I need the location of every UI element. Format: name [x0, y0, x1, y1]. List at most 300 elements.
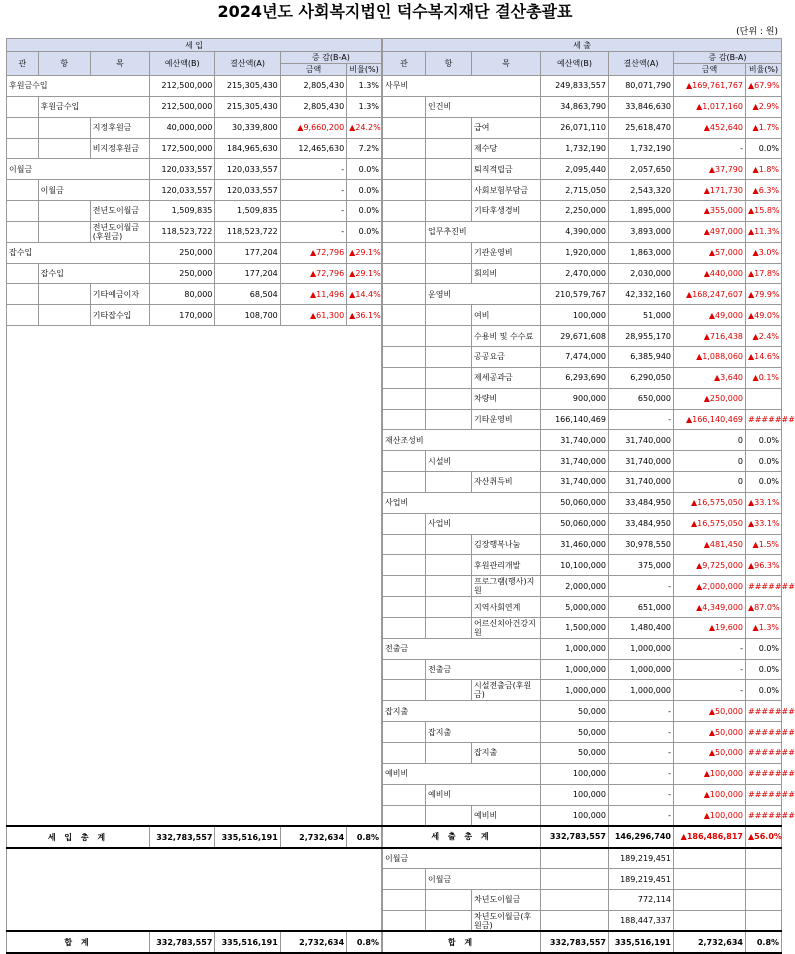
settle-cell: - [609, 701, 674, 722]
page-title: 2024년도 사회복지법인 덕수복지재단 결산총괄표 [217, 2, 573, 21]
table-row [383, 617, 782, 638]
indent-cell [38, 305, 90, 326]
mok-label: 김장행복나눔 [472, 534, 541, 555]
diff-amount-cell: - [280, 221, 346, 242]
indent-cell [383, 117, 426, 138]
indent-cell [426, 743, 472, 764]
budget-cell: 50,060,000 [541, 513, 609, 534]
diff-ratio-cell: ####### [746, 701, 782, 722]
indent-cell [383, 388, 426, 409]
mok-label: 어르신치아건강지원 [472, 617, 541, 638]
settle-cell: 772,114 [609, 890, 674, 911]
gwan-label: 잡수입 [7, 242, 150, 263]
settle-cell: 30,978,550 [609, 534, 674, 555]
settle-cell: 2,030,000 [609, 263, 674, 284]
mok-label: 자산취득비 [472, 472, 541, 493]
mok-label: 수용비 및 수수료 [472, 326, 541, 347]
table-row [383, 638, 782, 659]
table-row [383, 848, 782, 869]
indent-cell [7, 180, 39, 201]
indent-cell [426, 367, 472, 388]
settle-cell: 1,509,835 [215, 201, 280, 222]
diff-amount-cell: ▲250,000 [674, 388, 746, 409]
diff-amount-cell: - [674, 680, 746, 701]
indent-cell [426, 346, 472, 367]
diff-amount-cell: ▲440,000 [674, 263, 746, 284]
table-row [383, 534, 782, 555]
hang-label: 전출금 [426, 659, 541, 680]
indent-cell [383, 680, 426, 701]
diff-ratio-cell [746, 848, 782, 869]
total-amount: 2,732,634 [280, 931, 346, 953]
total-row [7, 931, 382, 953]
diff-ratio-cell: ▲1.8% [746, 159, 782, 180]
gwan-label: 이월금 [7, 159, 150, 180]
diff-amount-cell: - [674, 638, 746, 659]
budget-cell: 50,000 [541, 743, 609, 764]
blank-cell [7, 848, 382, 931]
diff-ratio-cell: 0.0% [746, 430, 782, 451]
diff-ratio-cell: ▲29.1% [347, 242, 382, 263]
table-row [383, 76, 782, 97]
mok-label: 잡지출 [472, 743, 541, 764]
budget-cell: 40,000,000 [150, 117, 215, 138]
settle-cell: 177,204 [215, 263, 280, 284]
diff-ratio-cell: ▲1.7% [746, 117, 782, 138]
settle-cell: 120,033,557 [215, 159, 280, 180]
diff-ratio-cell: ▲79.9% [746, 284, 782, 305]
settle-cell: 25,618,470 [609, 117, 674, 138]
diff-amount-cell: ▲4,349,000 [674, 597, 746, 618]
settle-cell: - [609, 576, 674, 597]
budget-cell: 34,863,790 [541, 96, 609, 117]
budget-cell: 250,000 [150, 263, 215, 284]
budget-cell: 1,000,000 [541, 638, 609, 659]
total-row [7, 826, 382, 848]
total-settle: 335,516,191 [609, 931, 674, 953]
blank-row [7, 848, 382, 931]
hang-label: 운영비 [426, 284, 541, 305]
diff-amount-cell: ▲168,247,607 [674, 284, 746, 305]
diff-amount-cell: 2,805,430 [280, 96, 346, 117]
budget-cell: 26,071,110 [541, 117, 609, 138]
settle-cell: 189,219,451 [609, 869, 674, 890]
diff-ratio-cell [746, 869, 782, 890]
diff-amount-cell: - [280, 201, 346, 222]
diff-ratio-cell: ####### [746, 576, 782, 597]
mok-label: 급여 [472, 117, 541, 138]
table-row [383, 451, 782, 472]
mok-label: 차년도이월금 [472, 890, 541, 911]
col-mok: 목 [90, 52, 149, 76]
diff-amount-cell: - [674, 138, 746, 159]
table-row [383, 722, 782, 743]
diff-ratio-cell: 0.0% [746, 638, 782, 659]
diff-amount-cell: ▲57,000 [674, 242, 746, 263]
indent-cell [383, 722, 426, 743]
budget-cell: 1,000,000 [541, 659, 609, 680]
settle-cell: 118,523,722 [215, 221, 280, 242]
indent-cell [426, 555, 472, 576]
indent-cell [383, 617, 426, 638]
indent-cell [426, 534, 472, 555]
indent-cell [383, 910, 426, 931]
diff-amount-cell: - [674, 659, 746, 680]
budget-cell: 2,250,000 [541, 201, 609, 222]
table-row [383, 701, 782, 722]
budget-cell: 100,000 [541, 305, 609, 326]
diff-ratio-cell: ▲14.4% [347, 284, 382, 305]
income-table [6, 38, 382, 954]
hang-label: 인건비 [426, 96, 541, 117]
settle-cell: 1,895,000 [609, 201, 674, 222]
table-row [383, 305, 782, 326]
table-row [383, 388, 782, 409]
diff-ratio-cell: ▲29.1% [347, 263, 382, 284]
gwan-label: 사업비 [383, 492, 541, 513]
settle-cell: 31,740,000 [609, 430, 674, 451]
budget-cell: 1,920,000 [541, 242, 609, 263]
settle-cell: 68,504 [215, 284, 280, 305]
indent-cell [383, 805, 426, 826]
indent-cell [383, 743, 426, 764]
settle-cell: - [609, 743, 674, 764]
table-row [383, 159, 782, 180]
diff-ratio-cell: ▲67.9% [746, 76, 782, 97]
diff-ratio-cell: 0.0% [746, 680, 782, 701]
mok-label: 회의비 [472, 263, 541, 284]
indent-cell [383, 659, 426, 680]
diff-amount-cell: ▲452,640 [674, 117, 746, 138]
settle-cell: 120,033,557 [215, 180, 280, 201]
diff-ratio-cell: ####### [746, 722, 782, 743]
budget-cell: 31,740,000 [541, 451, 609, 472]
settle-cell: - [609, 805, 674, 826]
diff-amount-cell: ▲61,300 [280, 305, 346, 326]
diff-ratio-cell: 0.0% [347, 159, 382, 180]
col-budget: 예산액(B) [150, 52, 215, 76]
table-row [383, 180, 782, 201]
indent-cell [383, 96, 426, 117]
diff-ratio-cell: ▲96.3% [746, 555, 782, 576]
indent-cell [38, 284, 90, 305]
budget-cell: 212,500,000 [150, 96, 215, 117]
diff-amount-cell [674, 890, 746, 911]
diff-amount-cell: ▲716,438 [674, 326, 746, 347]
indent-cell [426, 576, 472, 597]
mok-label: 제세공과금 [472, 367, 541, 388]
diff-amount-cell: ▲3,640 [674, 367, 746, 388]
budget-cell: 5,000,000 [541, 597, 609, 618]
diff-amount-cell [674, 910, 746, 931]
budget-cell: 6,293,690 [541, 367, 609, 388]
budget-cell: 100,000 [541, 784, 609, 805]
budget-cell: 2,000,000 [541, 576, 609, 597]
budget-cell: 250,000 [150, 242, 215, 263]
indent-cell [426, 910, 472, 931]
indent-cell [426, 305, 472, 326]
mok-label: 비지정후원금 [90, 138, 149, 159]
indent-cell [426, 388, 472, 409]
diff-amount-cell: ▲72,796 [280, 263, 346, 284]
settle-cell: - [609, 763, 674, 784]
indent-cell [426, 617, 472, 638]
hang-label: 잡수입 [38, 263, 149, 284]
table-row [383, 138, 782, 159]
diff-ratio-cell: ▲33.1% [746, 513, 782, 534]
hang-label: 이월금 [426, 869, 541, 890]
settle-cell: 1,732,190 [609, 138, 674, 159]
budget-cell: 50,000 [541, 701, 609, 722]
diff-ratio-cell: ▲87.0% [746, 597, 782, 618]
settle-cell: 2,057,650 [609, 159, 674, 180]
mok-label: 제수당 [472, 138, 541, 159]
diff-ratio-cell: ▲2.4% [746, 326, 782, 347]
diff-ratio-cell: 0.0% [347, 221, 382, 242]
mok-label: 공공요금 [472, 346, 541, 367]
indent-cell [7, 201, 39, 222]
settle-cell: 375,000 [609, 555, 674, 576]
diff-ratio-cell: 1.3% [347, 96, 382, 117]
diff-ratio-cell: 7.2% [347, 138, 382, 159]
diff-ratio-cell: 0.0% [746, 138, 782, 159]
diff-ratio-cell: ▲11.3% [746, 221, 782, 242]
indent-cell [383, 138, 426, 159]
total-ratio: 0.8% [347, 826, 382, 848]
diff-ratio-cell: 0.0% [746, 451, 782, 472]
total-ratio: ▲56.0% [746, 826, 782, 848]
budget-cell: 1,500,000 [541, 617, 609, 638]
budget-cell: 2,715,050 [541, 180, 609, 201]
diff-amount-cell: 0 [674, 472, 746, 493]
budget-cell: 50,000 [541, 722, 609, 743]
mok-label: 차년도이월금(후원금) [472, 910, 541, 931]
budget-cell: 2,470,000 [541, 263, 609, 284]
diff-ratio-cell: ####### [746, 763, 782, 784]
diff-ratio-cell: ▲1.5% [746, 534, 782, 555]
indent-cell [426, 597, 472, 618]
budget-cell: 31,740,000 [541, 430, 609, 451]
indent-cell [7, 284, 39, 305]
table-row [383, 597, 782, 618]
budget-cell [541, 890, 609, 911]
table-row [383, 430, 782, 451]
settle-cell: - [609, 409, 674, 430]
total-budget: 332,783,557 [541, 826, 609, 848]
table-row [383, 910, 782, 931]
diff-amount-cell: ▲16,575,050 [674, 513, 746, 534]
mok-label: 기타운영비 [472, 409, 541, 430]
table-row [383, 492, 782, 513]
indent-cell [383, 180, 426, 201]
total-settle: 335,516,191 [215, 826, 280, 848]
indent-cell [383, 534, 426, 555]
mok-label: 기타예금이자 [90, 284, 149, 305]
diff-ratio-cell [746, 890, 782, 911]
budget-cell: 1,000,000 [541, 680, 609, 701]
blank-cell [7, 326, 382, 826]
diff-ratio-cell: ▲1.3% [746, 617, 782, 638]
indent-cell [383, 784, 426, 805]
budget-cell: 120,033,557 [150, 159, 215, 180]
diff-amount-cell: 12,465,630 [280, 138, 346, 159]
diff-ratio-cell: ▲49.0% [746, 305, 782, 326]
budget-cell [541, 910, 609, 931]
expense-table [382, 38, 795, 954]
diff-amount-cell: ▲16,575,050 [674, 492, 746, 513]
mok-label: 여비 [472, 305, 541, 326]
indent-cell [426, 805, 472, 826]
budget-cell [541, 869, 609, 890]
budget-cell: 100,000 [541, 805, 609, 826]
hang-label: 시설비 [426, 451, 541, 472]
hang-label: 잡지출 [426, 722, 541, 743]
diff-amount-cell: ▲1,017,160 [674, 96, 746, 117]
indent-cell [383, 346, 426, 367]
gwan-label: 잡지출 [383, 701, 541, 722]
col-amount: 금액 [674, 64, 746, 76]
col-diff: 증 감(B-A) [280, 52, 381, 64]
col-settle: 결산액(A) [215, 52, 280, 76]
diff-amount-cell: ▲50,000 [674, 743, 746, 764]
unit-label: (단위 : 원) [736, 27, 778, 37]
diff-ratio-cell: 0.0% [347, 201, 382, 222]
indent-cell [426, 326, 472, 347]
indent-cell [383, 263, 426, 284]
table-row [383, 513, 782, 534]
income-header: 세 입 [7, 39, 382, 52]
diff-amount-cell: ▲100,000 [674, 784, 746, 805]
indent-cell [38, 138, 90, 159]
indent-cell [383, 326, 426, 347]
table-row [383, 680, 782, 701]
diff-ratio-cell: 0.0% [347, 180, 382, 201]
gwan-label: 재산조성비 [383, 430, 541, 451]
indent-cell [383, 221, 426, 242]
table-row [7, 242, 382, 263]
col-settle: 결산액(A) [609, 52, 674, 76]
indent-cell [38, 117, 90, 138]
settle-cell: 1,863,000 [609, 242, 674, 263]
indent-cell [383, 409, 426, 430]
diff-amount-cell: 0 [674, 451, 746, 472]
col-diff: 증 감(B-A) [674, 52, 782, 64]
indent-cell [426, 201, 472, 222]
settle-cell: 28,955,170 [609, 326, 674, 347]
diff-ratio-cell: 0.0% [746, 472, 782, 493]
table-row [383, 805, 782, 826]
settle-cell: 189,219,451 [609, 848, 674, 869]
indent-cell [38, 201, 90, 222]
indent-cell [383, 576, 426, 597]
col-hang: 항 [38, 52, 90, 76]
table-row [383, 472, 782, 493]
mok-label: 시설전출금(후원금) [472, 680, 541, 701]
total-amount: 2,732,634 [280, 826, 346, 848]
col-amount: 금액 [280, 64, 346, 76]
diff-amount-cell: ▲100,000 [674, 805, 746, 826]
table-row [7, 180, 382, 201]
mok-label: 기타잡수입 [90, 305, 149, 326]
diff-ratio-cell: ####### [746, 743, 782, 764]
settle-cell: - [609, 784, 674, 805]
settle-cell: 31,740,000 [609, 472, 674, 493]
indent-cell [426, 890, 472, 911]
table-row [7, 263, 382, 284]
table-row [7, 201, 382, 222]
budget-cell: 50,060,000 [541, 492, 609, 513]
gwan-label: 전출금 [383, 638, 541, 659]
total-budget: 332,783,557 [150, 931, 215, 953]
diff-amount-cell: ▲171,730 [674, 180, 746, 201]
budget-cell: 31,740,000 [541, 472, 609, 493]
budget-cell: 900,000 [541, 388, 609, 409]
budget-cell: 166,140,469 [541, 409, 609, 430]
budget-cell: 100,000 [541, 763, 609, 784]
indent-cell [7, 117, 39, 138]
col-ratio: 비율(%) [746, 64, 782, 76]
indent-cell [7, 263, 39, 284]
hang-label: 업무추진비 [426, 221, 541, 242]
table-row [7, 221, 382, 242]
table-row [383, 890, 782, 911]
budget-cell: 120,033,557 [150, 180, 215, 201]
mok-label: 프로그램(행사)지원 [472, 576, 541, 597]
indent-cell [383, 159, 426, 180]
budget-cell: 118,523,722 [150, 221, 215, 242]
table-row [383, 242, 782, 263]
table-row [7, 96, 382, 117]
indent-cell [426, 117, 472, 138]
mok-label: 지역사회연계 [472, 597, 541, 618]
diff-ratio-cell: 1.3% [347, 76, 382, 97]
settle-cell: 1,480,400 [609, 617, 674, 638]
indent-cell [383, 367, 426, 388]
table-row [383, 576, 782, 597]
settle-cell: 33,484,950 [609, 513, 674, 534]
indent-cell [383, 597, 426, 618]
settle-cell: 1,000,000 [609, 680, 674, 701]
hang-label: 후원금수입 [38, 96, 149, 117]
mok-label: 사회보험부담금 [472, 180, 541, 201]
indent-cell [7, 305, 39, 326]
table-row [7, 159, 382, 180]
budget-cell: 212,500,000 [150, 76, 215, 97]
table-row [7, 138, 382, 159]
indent-cell [426, 263, 472, 284]
diff-amount-cell: ▲9,725,000 [674, 555, 746, 576]
table-row [383, 263, 782, 284]
indent-cell [383, 201, 426, 222]
total-label: 합 계 [7, 931, 150, 953]
budget-cell: 210,579,767 [541, 284, 609, 305]
settle-cell: 33,484,950 [609, 492, 674, 513]
diff-amount-cell: 2,805,430 [280, 76, 346, 97]
table-row [383, 96, 782, 117]
diff-amount-cell: ▲1,088,060 [674, 346, 746, 367]
diff-ratio-cell: ####### [746, 784, 782, 805]
diff-amount-cell: ▲50,000 [674, 701, 746, 722]
settle-cell: 80,071,790 [609, 76, 674, 97]
diff-ratio-cell: ####### [746, 409, 782, 430]
diff-amount-cell: ▲37,790 [674, 159, 746, 180]
diff-ratio-cell: ▲2.9% [746, 96, 782, 117]
diff-amount-cell: ▲2,000,000 [674, 576, 746, 597]
col-ratio: 비율(%) [347, 64, 382, 76]
table-row [383, 409, 782, 430]
indent-cell [383, 869, 426, 890]
settle-cell: 188,447,337 [609, 910, 674, 931]
